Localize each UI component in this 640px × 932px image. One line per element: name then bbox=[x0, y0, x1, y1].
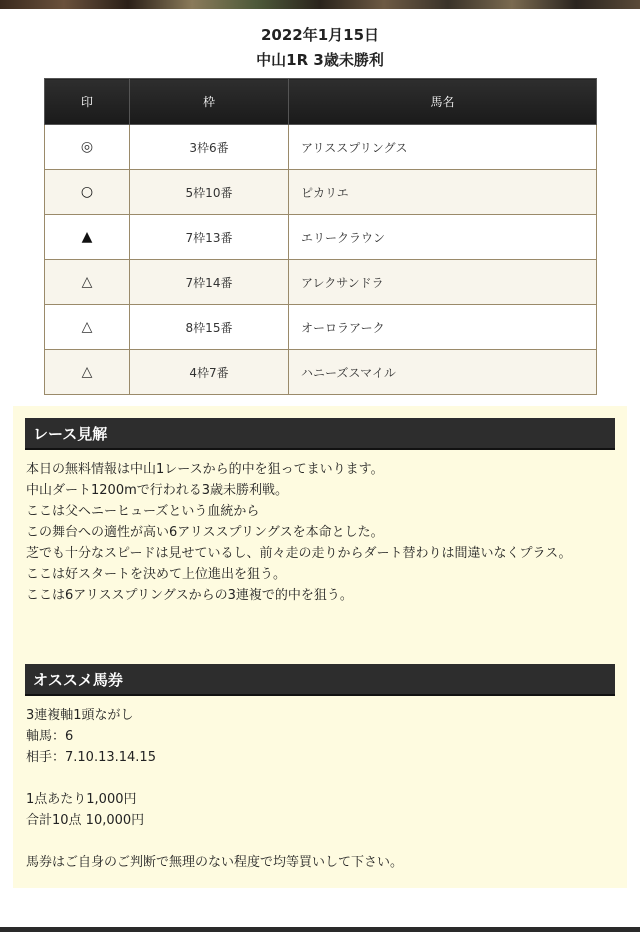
analysis-line: 中山ダート1200mで行われる3歳未勝利戦。 bbox=[26, 483, 289, 498]
gate-number: 8枠15番 bbox=[130, 305, 289, 350]
table-row bbox=[45, 125, 597, 170]
disclaimer: 馬券はご自身のご判断で無理のない程度で均等買いして下さい。 bbox=[26, 855, 404, 870]
spacer bbox=[26, 831, 622, 852]
horse-name: エリークラウン bbox=[289, 215, 597, 260]
horse-name: アリススプリングス bbox=[289, 125, 597, 170]
header-photo-strip bbox=[0, 0, 640, 9]
bet-type: 3連複軸1頭ながし bbox=[26, 708, 134, 723]
analysis-line: ここは父ヘニーヒューズという血統から bbox=[26, 504, 260, 519]
analysis-line: ここは6アリススプリングスからの3連複で的中を狙う。 bbox=[26, 588, 353, 603]
gate-number: 3枠6番 bbox=[130, 125, 289, 170]
horse-name: ハニーズスマイル bbox=[289, 350, 597, 395]
race-title: 中山1R 3歳未勝利 bbox=[256, 51, 384, 69]
recommend-text bbox=[26, 705, 622, 873]
mark-triangle-filled: ▲ bbox=[45, 215, 130, 260]
axis-horse: 軸馬：6 bbox=[26, 729, 74, 744]
analysis-line: 本日の無料情報は中山1レースから的中を狙ってまいります。 bbox=[26, 462, 384, 477]
column-header-horse-name: 馬名 bbox=[289, 79, 597, 125]
per-bet-amount: 1点あたり1,000円 bbox=[26, 792, 137, 807]
table-header-row bbox=[45, 79, 597, 125]
info-panel bbox=[13, 406, 627, 888]
analysis-heading: レース見解 bbox=[25, 418, 615, 450]
analysis-line: 芝でも十分なスピードは見せているし、前々走の走りからダート替わりは間違いなくプラス。 bbox=[26, 546, 572, 561]
gate-number: 7枠14番 bbox=[130, 260, 289, 305]
table-row bbox=[45, 305, 597, 350]
total-amount: 合計10点 10,000円 bbox=[26, 813, 145, 828]
spacer bbox=[26, 768, 622, 789]
prediction-table bbox=[44, 78, 597, 395]
mark-triangle: △ bbox=[45, 350, 130, 395]
partner-horses: 相手：7.10.13.14.15 bbox=[26, 750, 156, 765]
mark-triangle: △ bbox=[45, 305, 130, 350]
recommend-heading: オススメ馬券 bbox=[25, 664, 615, 696]
footer-bar bbox=[0, 927, 640, 932]
gate-number: 5枠10番 bbox=[130, 170, 289, 215]
table-row bbox=[45, 215, 597, 260]
analysis-line: この舞台への適性が高い6アリススプリングスを本命とした。 bbox=[26, 525, 384, 540]
mark-double-circle: ◎ bbox=[45, 125, 130, 170]
race-date: 2022年1月15日 bbox=[260, 26, 380, 44]
horse-name: オーロラアーク bbox=[289, 305, 597, 350]
horse-name: アレクサンドラ bbox=[289, 260, 597, 305]
table-row bbox=[45, 350, 597, 395]
mark-triangle: △ bbox=[45, 260, 130, 305]
analysis-line: ここは好スタートを決めて上位進出を狙う。 bbox=[26, 567, 287, 582]
column-header-mark: 印 bbox=[45, 79, 130, 125]
gate-number: 4枠7番 bbox=[130, 350, 289, 395]
gate-number: 7枠13番 bbox=[130, 215, 289, 260]
horse-name: ピカリエ bbox=[289, 170, 597, 215]
table-row bbox=[45, 260, 597, 305]
table-row bbox=[45, 170, 597, 215]
analysis-text bbox=[26, 459, 622, 606]
column-header-gate: 枠 bbox=[130, 79, 289, 125]
mark-circle: ○ bbox=[45, 170, 130, 215]
